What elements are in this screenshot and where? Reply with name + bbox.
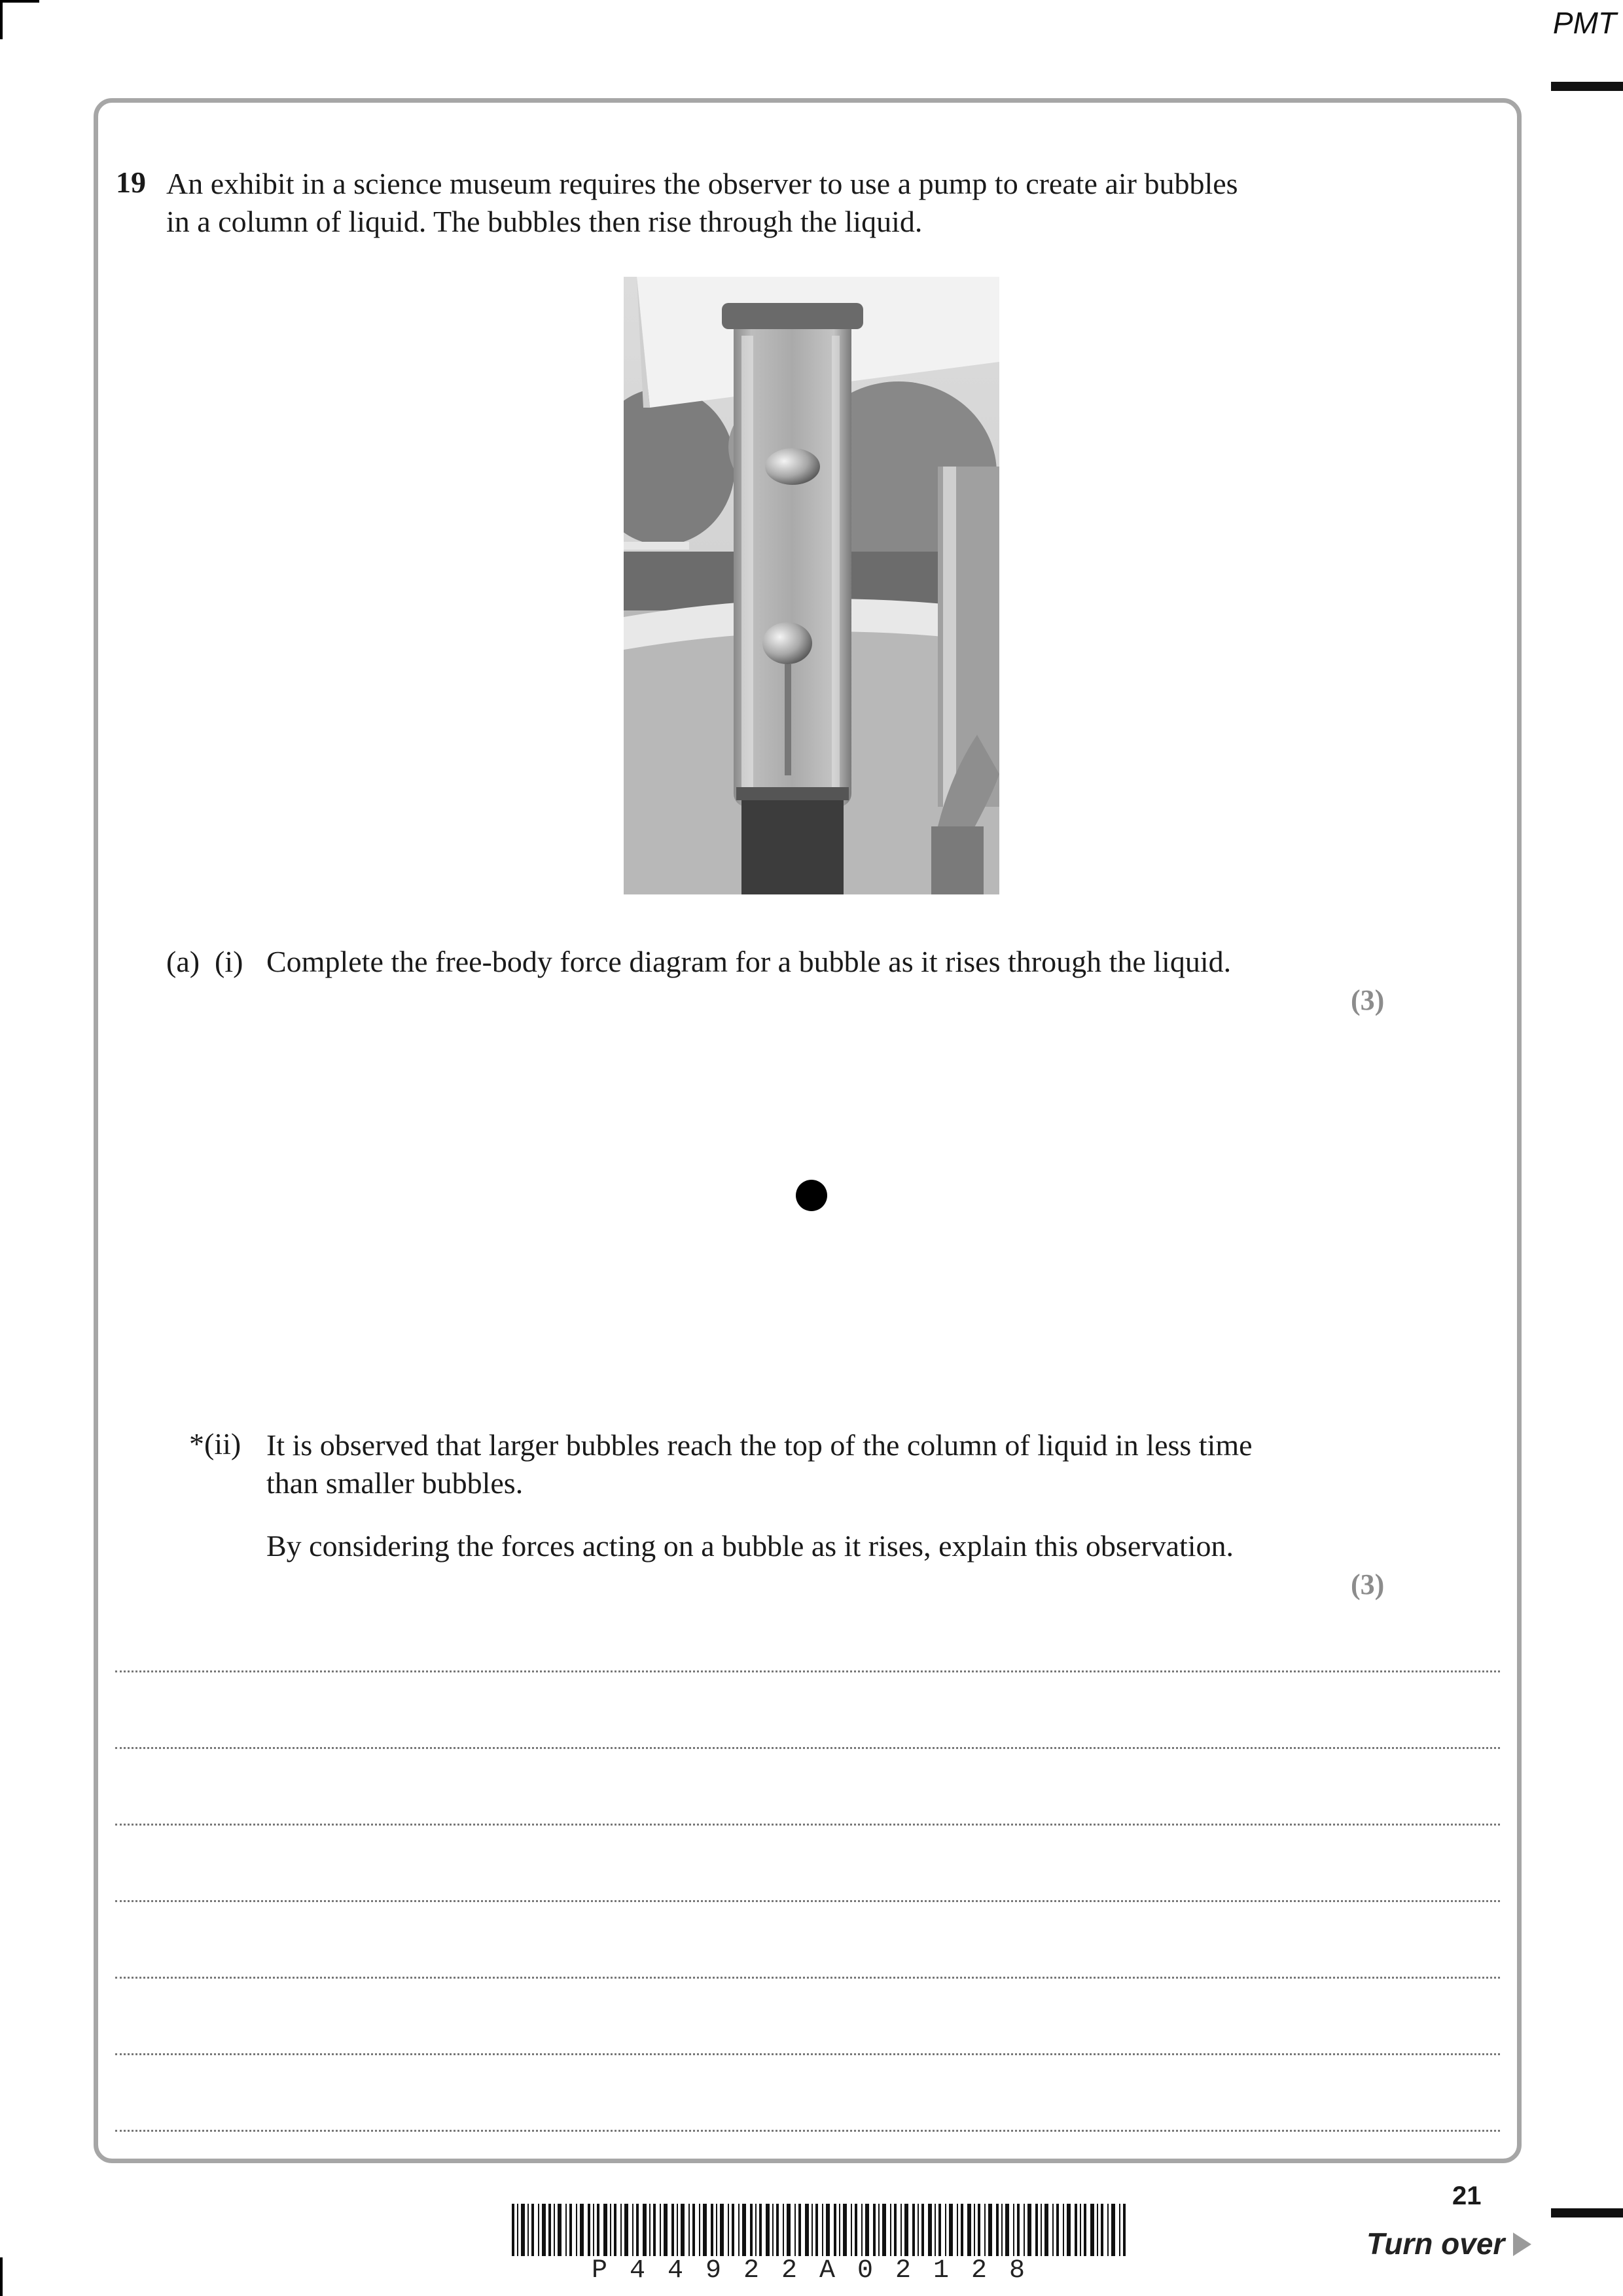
answer-line[interactable] [115,2130,1500,2132]
part-a-ii-instruction: By considering the forces acting on a bubble as it rises, explain this observation. [266,1529,1234,1563]
question-intro-line-2: in a column of liquid. The bubbles then rise through the liquid. [166,205,923,238]
part-a-ii-label: *(ii) [189,1427,241,1460]
question-intro-line-1: An exhibit in a science museum requires the observer to use a pump to create air bubbles [166,167,1238,200]
turn-over-label: Turn over [1366,2227,1505,2261]
turn-over-arrow-icon [1513,2233,1531,2256]
crop-mark-bottom-left-v [0,2257,3,2296]
bubble-dot[interactable] [796,1180,827,1211]
pmt-label: PMT [1552,6,1616,40]
crop-mark-top-left-h [0,0,39,3]
answer-line[interactable] [115,1900,1500,1902]
answer-line[interactable] [115,1747,1500,1749]
part-a-i-label: (i) [215,945,243,978]
crop-mark-top-left-v [0,0,3,39]
part-a-i-text: Complete the free-body force diagram for a bubble as it rises through the liquid. [266,945,1232,978]
question-intro [166,165,1410,241]
part-a-ii-text-line-1: It is observed that larger bubbles reach the top of the column of liquid in less time [266,1428,1253,1462]
bubble-column-photo [624,277,999,894]
answer-line[interactable] [115,1977,1500,1979]
barcode-icon [512,2204,1127,2256]
side-mark-bottom [1551,2208,1623,2217]
answer-line[interactable] [115,1670,1500,1672]
question-number: 19 [116,166,146,199]
answer-line[interactable] [115,2053,1500,2055]
part-a-ii-text [266,1426,1412,1502]
side-mark-top [1551,82,1623,91]
barcode-text: P44922A02128 [591,2256,1048,2286]
page-number: 21 [1452,2181,1482,2210]
answer-line[interactable] [115,1824,1500,1826]
part-a-ii-marks: (3) [1351,1568,1385,1600]
part-a-i-marks: (3) [1351,984,1385,1016]
part-a-label: (a) [166,945,200,978]
bubble-column-photo-icon [624,277,999,894]
part-a-ii-text-line-2: than smaller bubbles. [266,1466,524,1500]
